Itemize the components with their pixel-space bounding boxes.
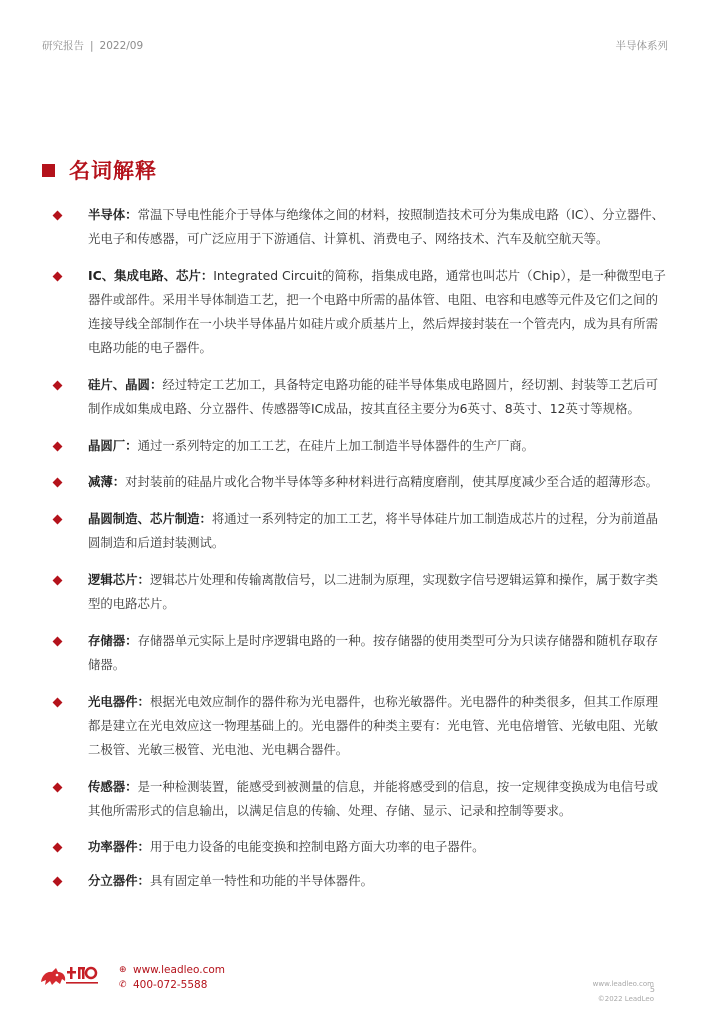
term-name: 晶圆厂： [88,438,138,453]
glossary-item [52,629,667,677]
diamond-bullet-icon [53,843,63,853]
term-name: 硅片、晶圆： [88,377,163,392]
phone-icon: ✆ [119,980,127,990]
diamond-bullet-icon [53,515,63,525]
footer-website[interactable]: www.leadleo.com [133,964,225,976]
term-name: 分立器件： [88,873,150,888]
diamond-bullet-icon [53,478,63,488]
term-description: 对封装前的硅晶片或化合物半导体等多种材料进行高精度磨削，使其厚度减少至合适的超薄形态。 [125,474,658,489]
diamond-bullet-icon [53,381,63,391]
diamond-bullet-icon [53,576,63,586]
report-type: 研究报告 [42,40,84,52]
glossary-list [52,203,667,893]
leadleo-logo [38,962,128,990]
term-description: 通过一系列特定的加工工艺，在硅片上加工制造半导体器件的生产厂商。 [137,438,535,453]
diamond-bullet-icon [53,211,63,221]
glossary-item [52,470,667,494]
glossary-item [52,434,667,458]
page-header [42,38,668,54]
term-name: 光电器件： [88,694,150,709]
page-number: 5 [649,985,655,994]
footer-phone-line [119,978,225,993]
term-name: 功率器件： [88,839,150,854]
glossary-item [52,775,667,823]
diamond-bullet-icon [53,442,63,452]
glossary-item [52,869,667,893]
term-name: 存储器： [88,633,138,648]
term-description: 经过特定工艺加工，具备特定电路功能的硅半导体集成电路圆片，经切割、封装等工艺后可制作成如集成电路、分立器件、传感器等IC成品，按其直径主要分为6英寸、8英寸、12英寸等规格。 [88,377,658,416]
diamond-bullet-icon [53,272,63,282]
diamond-bullet-icon [53,637,63,647]
footer-phone: 400-072-5588 [133,979,208,991]
diamond-bullet-icon [53,783,63,793]
glossary-item [52,507,667,555]
term-name: IC、集成电路、芯片： [88,268,214,283]
header-separator: | [90,40,94,52]
glossary-item [52,373,667,421]
glossary-item [52,690,667,762]
footer-website-line [119,963,225,978]
term-description: Integrated Circuit的简称，指集成电路，通常也叫芯片（Chip），是一种微型电子器件或部件。采用半导体制造工艺，把一个电路中所需的晶体管、电阻、电容和电感等元件及它们之间的连接导线全部制作在一小块半导体晶片如硅片或介质基片上，然后焊接封装在一个管壳内，成为具有所需电路功能的电子器件。 [88,268,666,355]
term-name: 逻辑芯片： [88,572,150,587]
term-description: 将通过一系列特定的加工工艺，将半导体硅片加工制造成芯片的过程，分为前道晶圆制造和后道封装测试。 [88,511,658,550]
diamond-bullet-icon [53,698,63,708]
term-name: 传感器： [88,779,138,794]
footer-contact [119,963,225,993]
term-name: 晶圆制造、芯片制造： [88,511,212,526]
diamond-bullet-icon [53,877,63,887]
glossary-item [52,203,667,251]
term-description: 常温下导电性能介于导体与绝缘体之间的材料，按照制造技术可分为集成电路（IC）、分立器件、光电子和传感器，可广泛应用于下游通信、计算机、消费电子、网络技术、汽车及航空航天等。 [88,207,665,246]
glossary-item [52,264,667,360]
term-name: 减薄： [88,474,126,489]
term-description: 逻辑芯片处理和传输离散信号，以二进制为原理，实现数字信号逻辑运算和操作，属于数字类型的电路芯片。 [88,572,658,611]
globe-icon: ⊕ [119,965,127,975]
header-left [42,38,143,53]
glossary-item [52,568,667,616]
term-description: 存储器单元实际上是时序逻辑电路的一种。按存储器的使用类型可分为只读存储器和随机存取存储器。 [88,633,658,672]
glossary-item [52,835,667,859]
term-description: 用于电力设备的电能变换和控制电路方面大功率的电子器件。 [149,839,485,854]
series-name: 半导体系列 [615,40,668,52]
term-description: 是一种检测装置，能感受到被测量的信息，并能将感受到的信息，按一定规律变换成为电信号或其他所需形式的信息输出，以满足信息的传输、处理、存储、显示、记录和控制等要求。 [88,779,658,818]
term-description: 根据光电效应制作的器件称为光电器件，也称光敏器件。光电器件的种类很多，但其工作原理都是建立在光电效应这一物理基础上的。光电器件的种类主要有：光电管、光电倍增管、光敏电阻、光敏二极管、光敏三极管、光电池、光电耦合器件。 [88,694,658,757]
section-title: 名词解释 [69,159,157,183]
section-heading [42,156,157,184]
term-name: 半导体： [88,207,138,222]
square-bullet-icon [42,164,55,177]
footer-site-small: www.leadleo.com [592,980,654,988]
term-description: 具有固定单一特性和功能的半导体器件。 [149,873,373,888]
footer-copyright: ©2022 LeadLeo [597,995,654,1003]
report-date: 2022/09 [99,40,144,52]
